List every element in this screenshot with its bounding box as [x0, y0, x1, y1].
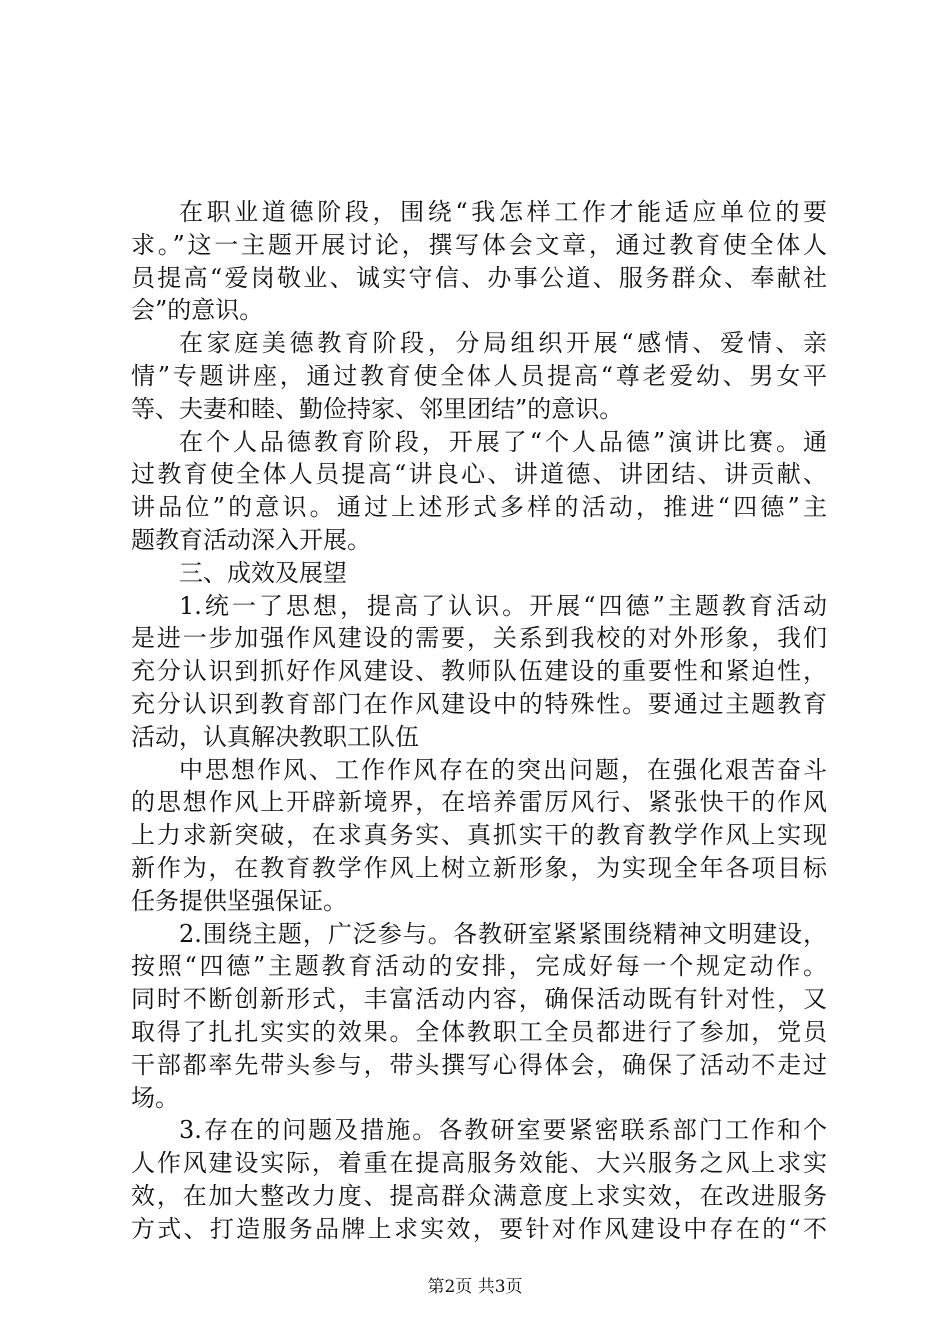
text-line: 会”的意识。: [131, 296, 264, 325]
section-heading: 三、成效及展望: [179, 558, 347, 587]
page-number-footer: 第2页 共3页: [427, 1277, 523, 1297]
text-line: 场。: [131, 1083, 179, 1112]
text-line: 是进一步加强作风建设的需要，关系到我校的对外形象，我们: [131, 624, 827, 653]
text-line: 干部都率先带头参与，带头撰写心得体会，确保了活动不走过: [131, 1050, 827, 1079]
text-line: 新作为，在教育教学作风上树立新形象，为实现全年各项目标: [131, 853, 827, 882]
text-line: 效，在加大整改力度、提高群众满意度上求实效，在改进服务: [131, 1181, 827, 1210]
text-line: 情”专题讲座，通过教育使全体人员提高“尊老爱幼、男女平: [131, 361, 827, 390]
text-line: 活动，认真解决教职工队伍: [131, 722, 419, 751]
text-line: 等、夫妻和睦、勤俭持家、邻里团结”的意识。: [131, 394, 624, 423]
text-line: 按照“四德”主题教育活动的安排，完成好每一个规定动作。: [131, 952, 827, 981]
text-line: 充分认识到抓好作风建设、教师队伍建设的重要性和紧迫性，: [131, 657, 827, 686]
text-line: 上力求新突破，在求真务实、真抓实干的教育教学作风上实现: [131, 821, 827, 850]
text-line: 求。”这一主题开展讨论，撰写体会文章，通过教育使全体人: [131, 230, 827, 259]
text-line: 取得了扎扎实实的效果。全体教职工全员都进行了参加，党员: [131, 1017, 827, 1046]
text-line: 充分认识到教育部门在作风建设中的特殊性。要通过主题教育: [131, 689, 827, 718]
text-line: 的思想作风上开辟新境界，在培养雷厉风行、紧张快干的作风: [131, 788, 827, 817]
text-line: 员提高“爱岗敬业、诚实守信、办事公道、服务群众、奉献社: [131, 263, 827, 292]
text-line: 过教育使全体人员提高“讲良心、讲道德、讲团结、讲贡献、: [131, 460, 827, 489]
text-line: 题教育活动深入开展。: [131, 525, 371, 554]
text-line: 任务提供坚强保证。: [131, 886, 347, 915]
text-line: 中思想作风、工作作风存在的突出问题，在强化艰苦奋斗: [179, 755, 827, 784]
text-line: 3.存在的问题及措施。各教研室要紧密联系部门工作和个: [179, 1116, 827, 1145]
text-line: 同时不断创新形式，丰富活动内容，确保活动既有针对性，又: [131, 985, 827, 1014]
text-line: 在家庭美德教育阶段，分局组织开展“感情、爱情、亲: [179, 329, 827, 358]
text-line: 方式、打造服务品牌上求实效，要针对作风建设中存在的“不: [131, 1214, 827, 1243]
document-body: [131, 196, 827, 1246]
text-line: 人作风建设实际，着重在提高服务效能、大兴服务之风上求实: [131, 1149, 827, 1178]
text-line: 讲品位”的意识。通过上述形式多样的活动，推进“四德”主: [131, 493, 827, 522]
text-line: 在个人品德教育阶段，开展了“个人品德”演讲比赛。通: [179, 427, 827, 456]
text-line: 2.围绕主题，广泛参与。各教研室紧紧围绕精神文明建设，: [179, 919, 827, 948]
text-line: 在职业道德阶段，围绕“我怎样工作才能适应单位的要: [179, 198, 827, 226]
text-line: 1.统一了思想，提高了认识。开展“四德”主题教育活动: [179, 591, 827, 620]
